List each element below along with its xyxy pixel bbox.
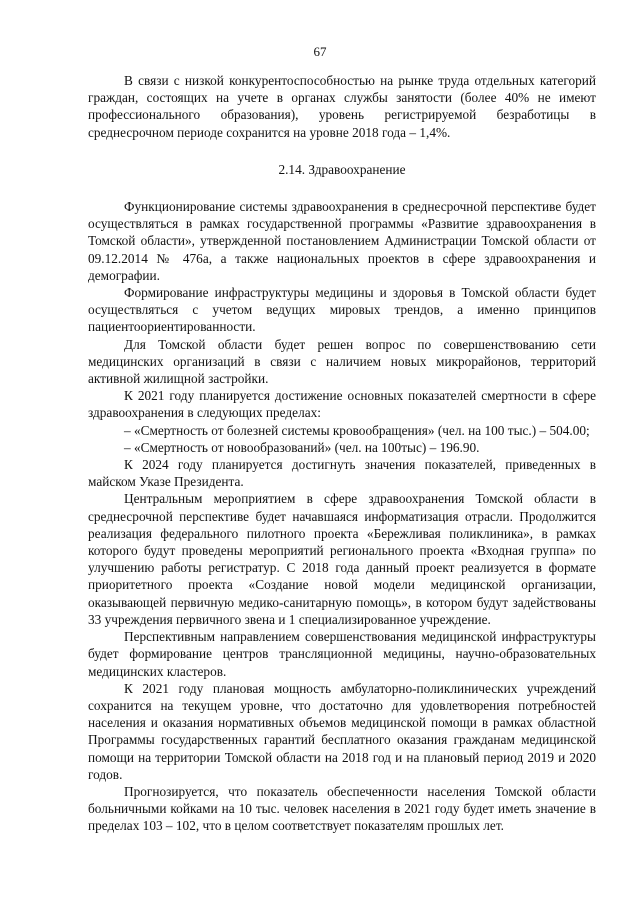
section-heading: 2.14. Здравоохранение [278,161,406,177]
list-item: – «Смертность от новообразований» (чел. на 100тыс) – 196.90. [124,439,480,455]
page-number: 67 [313,44,327,59]
paragraph: Для Томской области будет решен вопрос по совершенствованию сети медицинских организаций в связи с наличием новых микрорайонов, территорий активной жилищной застройки. [88,336,596,387]
paragraph: Центральным мероприятием в сфере здравоохранения Томской области в среднесрочной перспективе будет начавшаяся информатизация отрасли. Продолжится реализация федерального пилотного проекта «Бережливая поликлиника», в рамках которого будут проведены мероприятий регионального проекта «Входная группа» по улучшению работы регистратур. С 2018 года данный проект реализуется в формате приоритетного проекта «Создание новой модели медицинской организации, оказывающей первичную медико-санитарную помощь», в котором будут задействованы 33 учреждения первичного звена и 1 специализированное учреждение. [88,491,596,627]
paragraph: К 2021 году планируется достижение основных показателей смертности в сфере здравоохранения в следующих пределах: [88,388,596,421]
paragraph: К 2021 году плановая мощность амбулаторно-поликлинических учреждений сохранится на текущем уровне, что достаточно для удовлетворения потребностей населения и оказания нормативных объемов медицинской помощи в рамках областной Программы государственных гарантий бесплатного оказания гражданам медицинской помощи на территории Томской области на 2018 год и на плановый период 2019 и 2020 годов. [88,680,596,782]
paragraph: Перспективным направлением совершенствования медицинской инфраструктуры будет формирование центров трансляционной медицины, научно-образовательных медицинских кластеров. [88,629,596,679]
page-content [88,72,596,835]
paragraph: К 2024 году планируется достигнуть значения показателей, приведенных в майском Указе Президента. [88,457,596,490]
list-item: – «Смертность от болезней системы кровообращения» (чел. на 100 тыс.) – 504.00; [124,422,590,438]
intro-paragraph: В связи с низкой конкурентоспособностью на рынке труда отдельных категорий граждан, состоящих на учете в органах службы занятости (более 40% не имеют профессионального образования), уровень регистрируемой безработицы в среднесрочном периоде сохранится на уровне 2018 года – 1,4%. [88,73,596,140]
paragraph: Формирование инфраструктуры медицины и здоровья в Томской области будет осуществляться с учетом ведущих мировых трендов, а именно принципов пациентоориентированности. [88,285,596,335]
paragraph: Функционирование системы здравоохранения в среднесрочной перспективе будет осуществляться в рамках государственной программы «Развитие здравоохранения в Томской области», утвержденной постановлением Администрации Томской области от 09.12.2014 № 476а, а также национальных проектов в сфере здравоохранения и демографии. [88,199,596,283]
paragraph: Прогнозируется, что показатель обеспеченности населения Томской области больничными койками на 10 тыс. человек населения в 2021 году будет иметь значение в пределах 103 – 102, что в целом соответствует показателям прошлых лет. [88,783,596,834]
